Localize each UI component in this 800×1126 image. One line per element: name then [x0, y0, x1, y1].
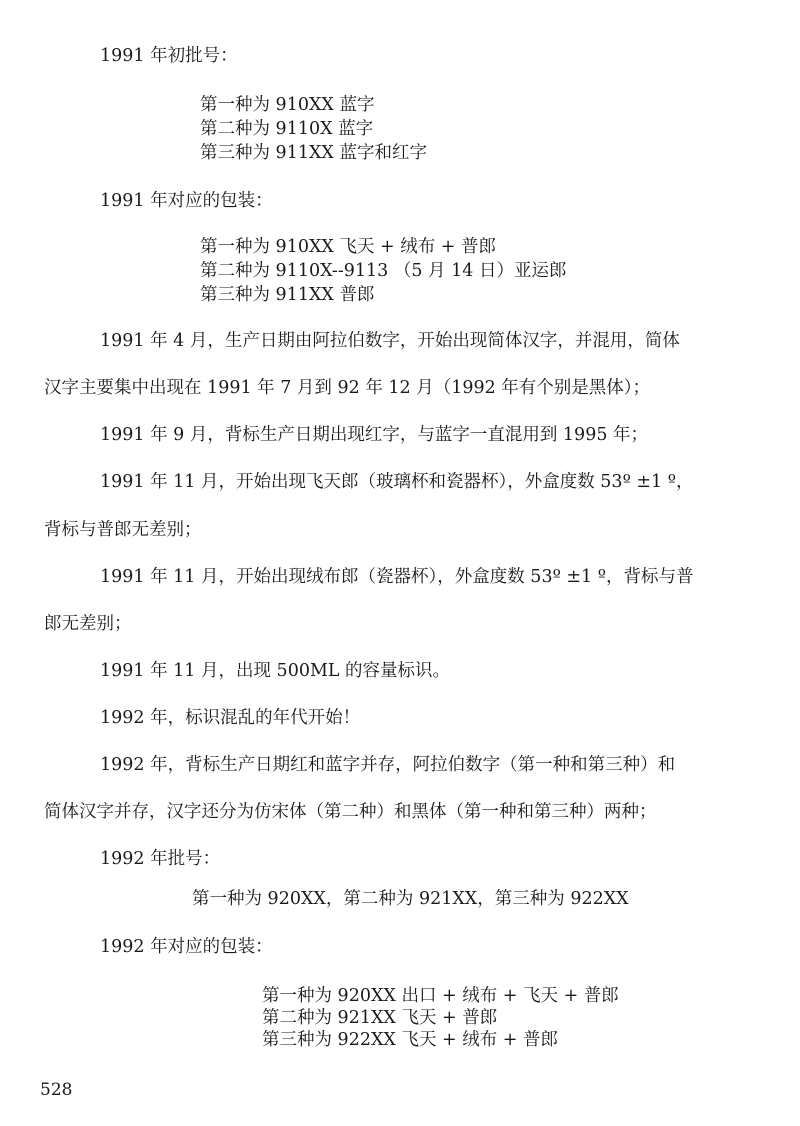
paragraph-line-5: 背标与普郎无差别；: [44, 520, 202, 540]
paragraph-line-1: 1991 年 4 月，生产日期由阿拉伯数字，开始出现简体汉字，并混用，简体: [100, 331, 680, 351]
packaging-1992-item-2: 第二种为 921XX 飞天 + 普郎: [262, 1008, 498, 1028]
batch-1991-item-1: 第一种为 910XX 蓝字: [200, 95, 375, 115]
packaging-1992-item-1: 第一种为 920XX 出口 + 绒布 + 飞天 + 普郎: [262, 986, 619, 1006]
paragraph-line-7: 郎无差别；: [44, 614, 132, 634]
paragraph-line-4: 1991 年 11 月，开始出现飞天郎（玻璃杯和瓷器杯），外盒度数 53º ±1 º，: [100, 472, 694, 492]
heading-1991-packaging: 1991 年对应的包装：: [100, 191, 273, 211]
page-number: 528: [40, 1080, 73, 1100]
paragraph-line-3: 1991 年 9 月，背标生产日期出现红字，与蓝字一直混用到 1995 年；: [100, 425, 649, 445]
packaging-1992-item-3: 第三种为 922XX 飞天 + 绒布 + 普郎: [262, 1030, 559, 1050]
paragraph-line-10: 1992 年，背标生产日期红和蓝字并存，阿拉伯数字（第一种和第三种）和: [100, 755, 676, 775]
batch-1991-item-3: 第三种为 911XX 蓝字和红字: [200, 143, 427, 163]
heading-1991-batch: 1991 年初批号：: [100, 46, 238, 66]
paragraph-line-11: 简体汉字并存，汉字还分为仿宋体（第二种）和黑体（第一种和第三种）两种；: [44, 802, 657, 822]
heading-1992-packaging: 1992 年对应的包装：: [100, 937, 273, 957]
heading-1992-batch: 1992 年批号：: [100, 849, 221, 869]
paragraph-line-9: 1992 年，标识混乱的年代开始！: [100, 708, 361, 728]
paragraph-line-6: 1991 年 11 月，开始出现绒布郎（瓷器杯），外盒度数 53º ±1 º，背标与普: [100, 567, 694, 587]
batch-1991-item-2: 第二种为 9110X 蓝字: [200, 119, 374, 139]
batch-1992-line: 第一种为 920XX，第二种为 921XX，第三种为 922XX: [192, 889, 629, 909]
paragraph-line-8: 1991 年 11 月，出现 500ML 的容量标识。: [100, 661, 451, 681]
packaging-1991-item-1: 第一种为 910XX 飞天 + 绒布 + 普郎: [200, 237, 497, 257]
packaging-1991-item-2: 第二种为 9110X--9113 （5 月 14 日）亚运郎: [200, 261, 567, 281]
paragraph-line-2: 汉字主要集中出现在 1991 年 7 月到 92 年 12 月（1992 年有个别是黑体）；: [44, 378, 651, 398]
packaging-1991-item-3: 第三种为 911XX 普郎: [200, 285, 375, 305]
